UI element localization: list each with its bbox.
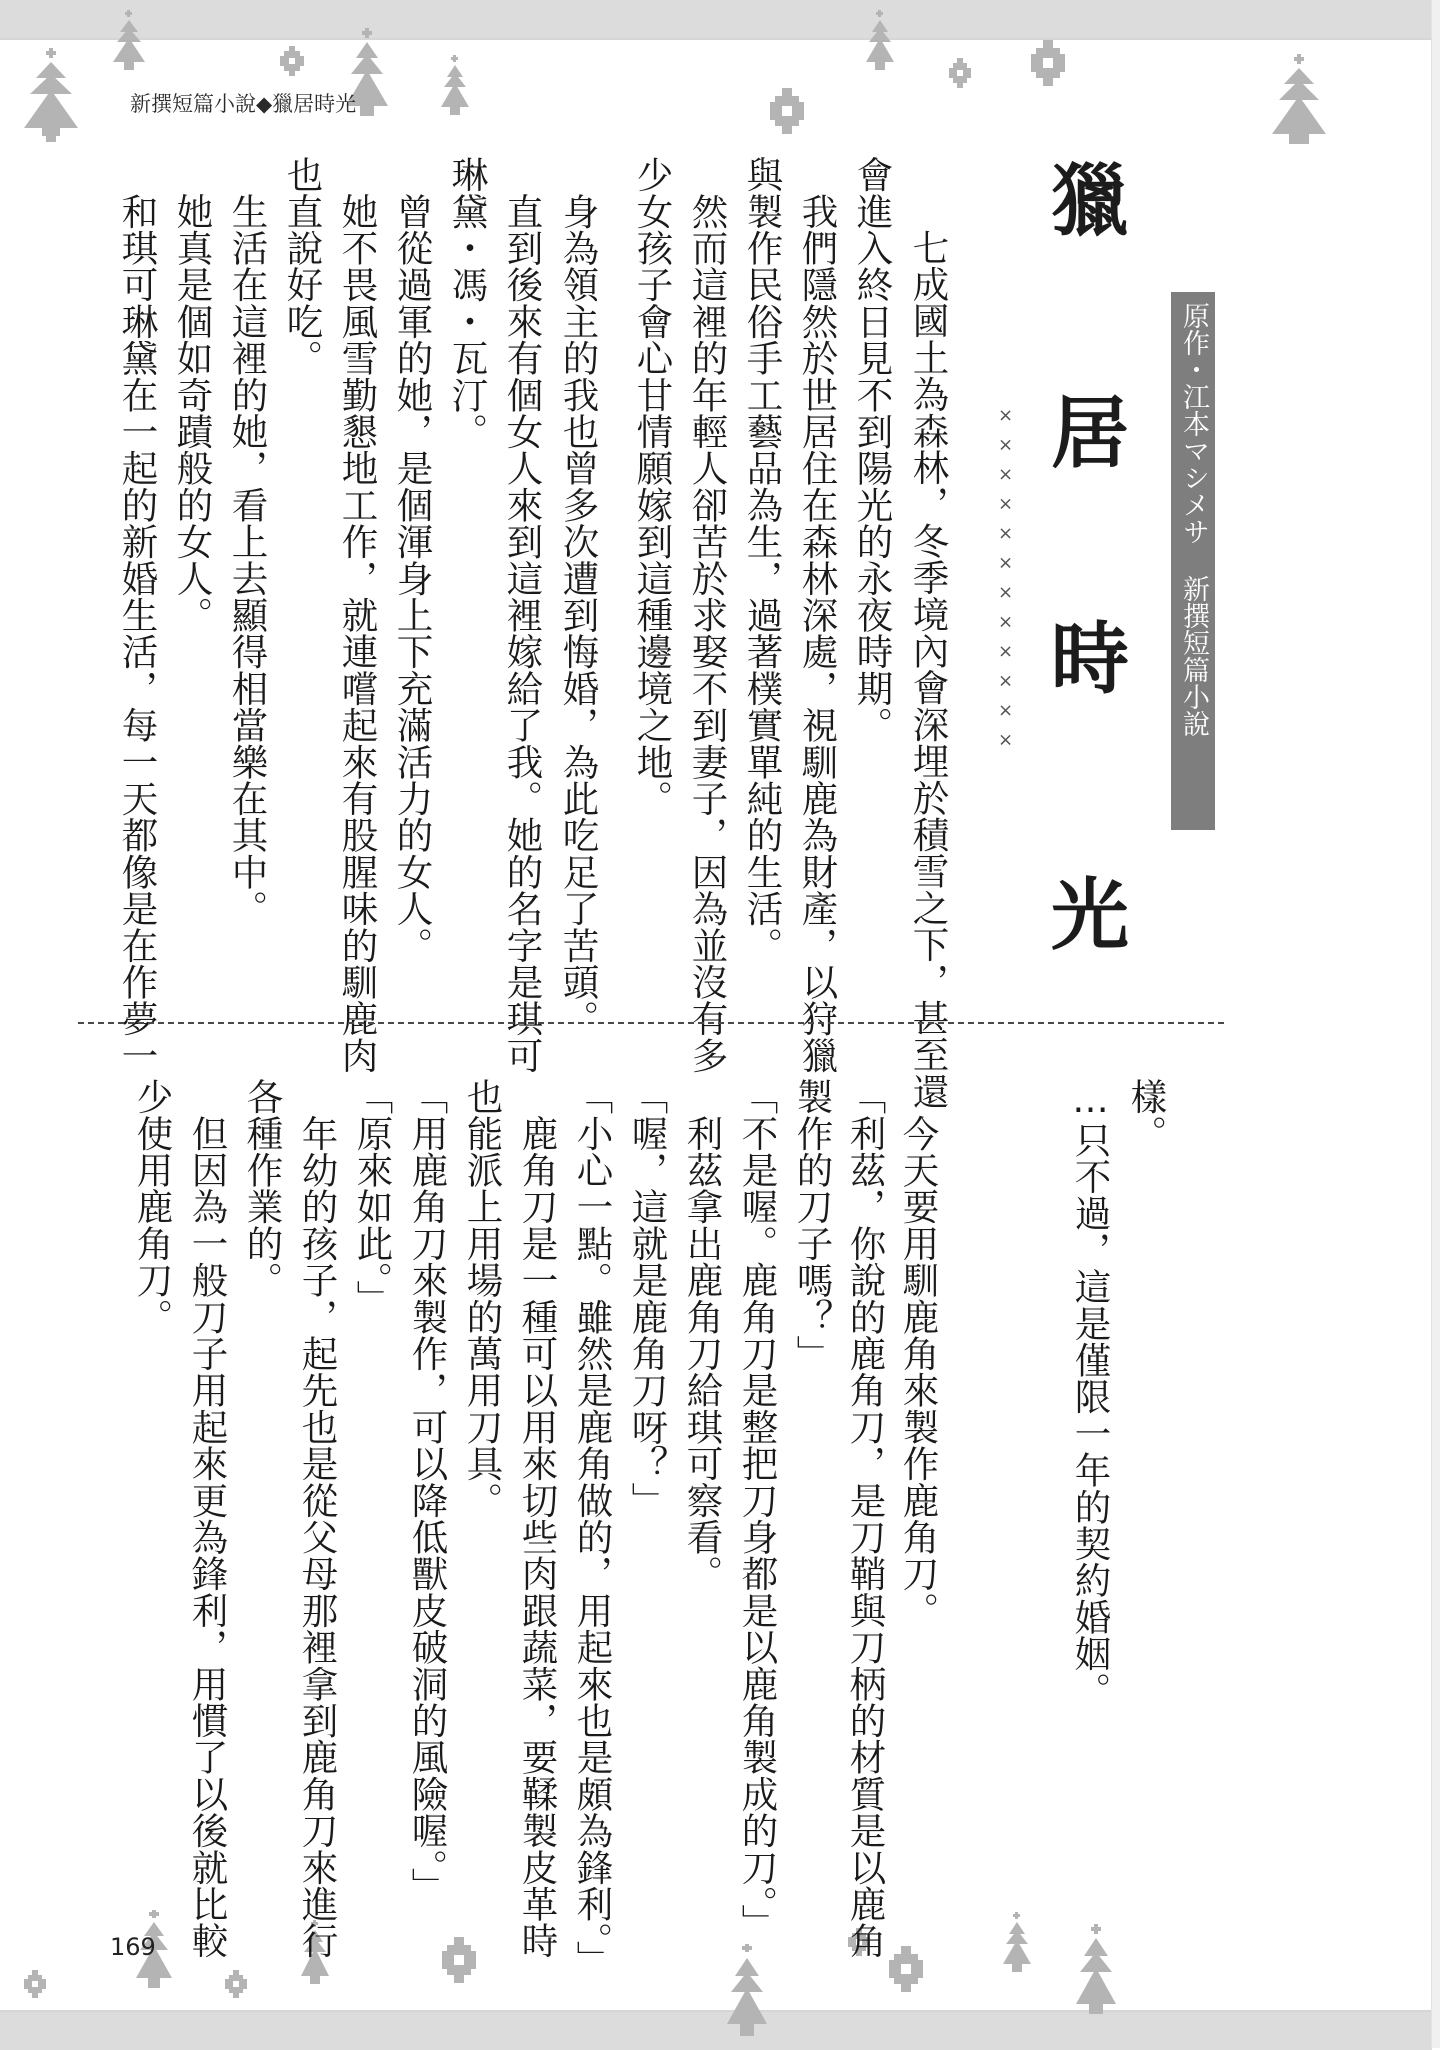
text-column: 但因為一般刀子用起來更為鋒利，用慣了以後就比較 <box>186 1078 229 1959</box>
snowflake-icon <box>1031 40 1065 86</box>
snowflake-icon <box>24 1970 46 1998</box>
text-column: 「原來如此。」 <box>351 1078 394 1317</box>
text-column: 與製作民俗手工藝品為生，過著樸實單純的生活。 <box>741 156 784 964</box>
tree-icon <box>112 10 146 72</box>
title-char: 居 <box>1050 389 1129 479</box>
text-column: 琳黛・馮・瓦汀。 <box>446 156 489 450</box>
snowflake-icon <box>280 46 304 76</box>
text-column: 七成國土為森林，冬季境內會深埋於積雪之下，甚至還 <box>907 192 950 1110</box>
text-column: 身為領主的我也曾多次遭到悔婚，為此吃足了苦頭。 <box>557 156 600 1037</box>
text-column: 製作的刀子嗎？」 <box>791 1078 834 1372</box>
title-char: 獵 <box>1050 157 1129 247</box>
text-column: 會進入終日見不到陽光的永夜時期。 <box>851 156 894 744</box>
text-column: 「喔，這就是鹿角刀呀？」 <box>626 1078 669 1519</box>
text-column: 也能派上用場的萬用刀具。 <box>461 1078 504 1519</box>
text-column: 「不是喔。鹿角刀是整把刀身都是以鹿角製成的刀。」 <box>736 1078 779 1941</box>
text-column: 也直說好吃。 <box>281 156 324 377</box>
tree-icon <box>1076 1924 1116 2016</box>
tree-icon <box>727 1944 767 2038</box>
section-divider <box>78 1022 1224 1024</box>
text-column: 然而這裡的年輕人卻苦於求娶不到妻子，因為並沒有多 <box>686 156 729 1074</box>
text-column: 各種作業的。 <box>241 1078 284 1299</box>
text-column: 她不畏風雪勤懇地工作，就連嚐起來有股腥味的馴鹿肉 <box>336 156 379 1074</box>
page-gutter-edge <box>1431 0 1440 2048</box>
text-column: 我們隱然於世居住在森林深處，視馴鹿為財產，以狩獵 <box>796 156 839 1074</box>
snowflake-icon <box>949 58 971 88</box>
series-label: 新撰短篇小說 <box>1178 575 1209 737</box>
text-column: 「小心一點。雖然是鹿角做的，用起來也是頗為鋒利。」 <box>571 1078 614 1978</box>
snowflake-icon <box>225 1970 247 1998</box>
snowflake-icon <box>889 1946 923 1992</box>
author-credit: 原作・江本マシメサ <box>1178 302 1209 545</box>
text-column: 少女孩子會心甘情願嫁到這種邊境之地。 <box>631 156 674 817</box>
text-column: 「用鹿角刀來製作，可以降低獸皮破洞的風險喔。」 <box>406 1078 449 1904</box>
top-grey-band <box>0 0 1432 40</box>
text-column: 生活在這裡的她，看上去顯得相當樂在其中。 <box>226 156 269 927</box>
text-column: 和琪可琳黛在一起的新婚生活，每一天都像是在作夢一 <box>116 156 159 1074</box>
cross-ornament-row: ×××××××××××× <box>995 405 1016 759</box>
text-column: 樣。 <box>1125 1078 1168 1152</box>
author-credit-box <box>1171 292 1215 830</box>
text-column: 少使用鹿角刀。 <box>131 1078 174 1335</box>
text-column: 年幼的孩子，起先也是從父母那裡拿到鹿角刀來進行 <box>296 1078 339 1959</box>
tree-icon <box>440 55 470 117</box>
title-char: 光 <box>1050 871 1129 961</box>
text-column: 今天要用馴鹿角來製作鹿角刀。 <box>897 1078 940 1629</box>
tree-icon <box>866 10 894 72</box>
text-column: …只不過，這是僅限一年的契約婚姻。 <box>1069 1078 1112 1709</box>
tree-icon <box>22 48 80 144</box>
text-column: 她真是個如奇蹟般的女人。 <box>171 156 214 634</box>
text-column: 曾從過軍的她，是個渾身上下充滿活力的女人。 <box>391 156 434 964</box>
snowflake-icon <box>770 88 804 134</box>
tree-icon <box>1003 1912 1031 1974</box>
text-column: 「利茲，你說的鹿角刀，是刀鞘與刀柄的材質是以鹿角 <box>844 1078 887 1959</box>
title-char: 時 <box>1050 615 1129 705</box>
text-column: 直到後來有個女人來到這裡嫁給了我。她的名字是琪可 <box>501 156 544 1074</box>
text-column: 鹿角刀是一種可以用來切些肉跟蔬菜，要鞣製皮革時 <box>516 1078 559 1959</box>
text-column: 利茲拿出鹿角刀給琪可察看。 <box>681 1078 724 1592</box>
running-head: 新撰短篇小說◆獵居時光 <box>130 92 357 116</box>
page-number: 169 <box>110 1933 156 1961</box>
snowflake-icon <box>442 1937 476 1983</box>
tree-icon <box>1271 54 1327 148</box>
bottom-grey-band <box>0 2010 1432 2050</box>
